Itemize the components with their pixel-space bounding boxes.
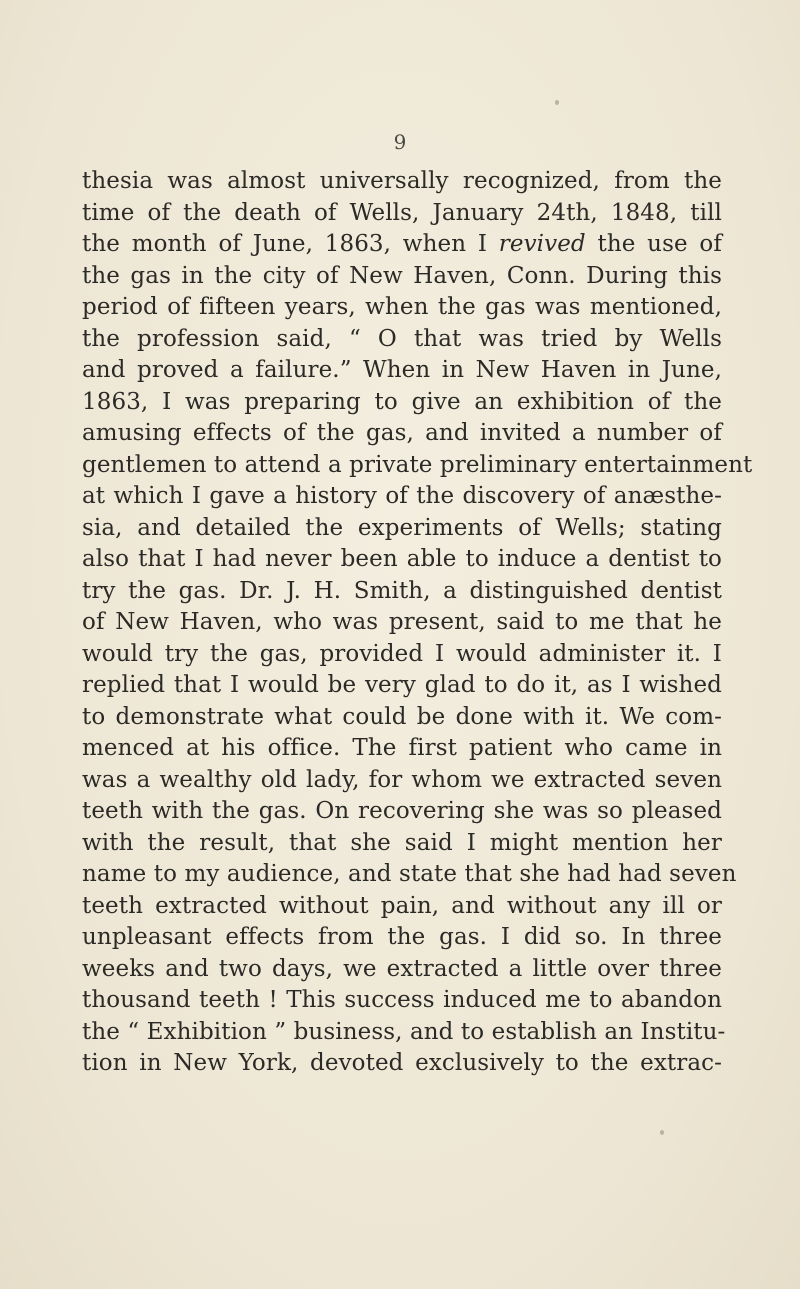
text-line: replied that I would be very glad to do it, as I wished (82, 672, 722, 698)
text-line: 1863, I was preparing to give an exhibition of the (82, 388, 722, 415)
text-line: sia, and detailed the experiments of Wells; stating (82, 514, 722, 541)
text-line: of New Haven, who was present, said to me that he (82, 609, 722, 635)
text-line: unpleasant effects from the gas. I did so. In three (82, 924, 722, 950)
text-line: tion in New York, devoted exclusively to the extrac- (82, 1050, 722, 1076)
paper-speck (555, 100, 559, 105)
text-line: would try the gas, provided I would administer it. I (82, 640, 722, 667)
text-line: name to my audience, and state that she had had seven (82, 861, 737, 887)
text-line: to demonstrate what could be done with it. We com- (82, 703, 722, 730)
text-line: the “ Exhibition ” business, and to establish an Institu- (82, 1018, 726, 1045)
text-line: amusing effects of the gas, and invited a number of (82, 420, 722, 446)
text-line: the profession said, “ O that was tried by Wells (82, 325, 722, 352)
text-line: period of fifteen years, when the gas was mentioned, (82, 294, 722, 320)
text-line: gentlemen to attend a private preliminary entertainment (82, 451, 753, 478)
text-line: menced at his office. The first patient who came in (82, 735, 722, 761)
text-line: try the gas. Dr. J. H. Smith, a distinguished dentist (82, 577, 722, 604)
paper-speck (660, 1130, 664, 1135)
text-line: thousand teeth ! This success induced me to abandon (82, 987, 722, 1013)
text-line: weeks and two days, we extracted a little over three (82, 955, 722, 982)
text-line: at which I gave a history of the discovery of anæsthe- (82, 483, 722, 509)
page-number: 9 (393, 130, 407, 154)
text-line: with the result, that she said I might mention her (82, 829, 722, 856)
text-segment: the month of June, 1863, when I (82, 231, 499, 257)
text-line: time of the death of Wells, January 24th, 1848, till (82, 199, 722, 226)
text-line (82, 229, 722, 261)
text-line: teeth with the gas. On recovering she was so pleased (82, 798, 722, 824)
text-segment: the use of (585, 231, 722, 257)
body-paragraph (82, 166, 753, 1080)
text-line: also that I had never been able to induce a dentist to (82, 546, 722, 572)
text-line: thesia was almost universally recognized, from the (82, 168, 722, 194)
text-line: and proved a failure.” When in New Haven in June, (82, 357, 722, 383)
text-line: the gas in the city of New Haven, Conn. During this (82, 262, 722, 289)
italic-word-revived: revived (498, 231, 586, 257)
text-line: was a wealthy old lady, for whom we extracted seven (82, 766, 722, 793)
text-line: teeth extracted without pain, and without any ill or (82, 892, 722, 919)
